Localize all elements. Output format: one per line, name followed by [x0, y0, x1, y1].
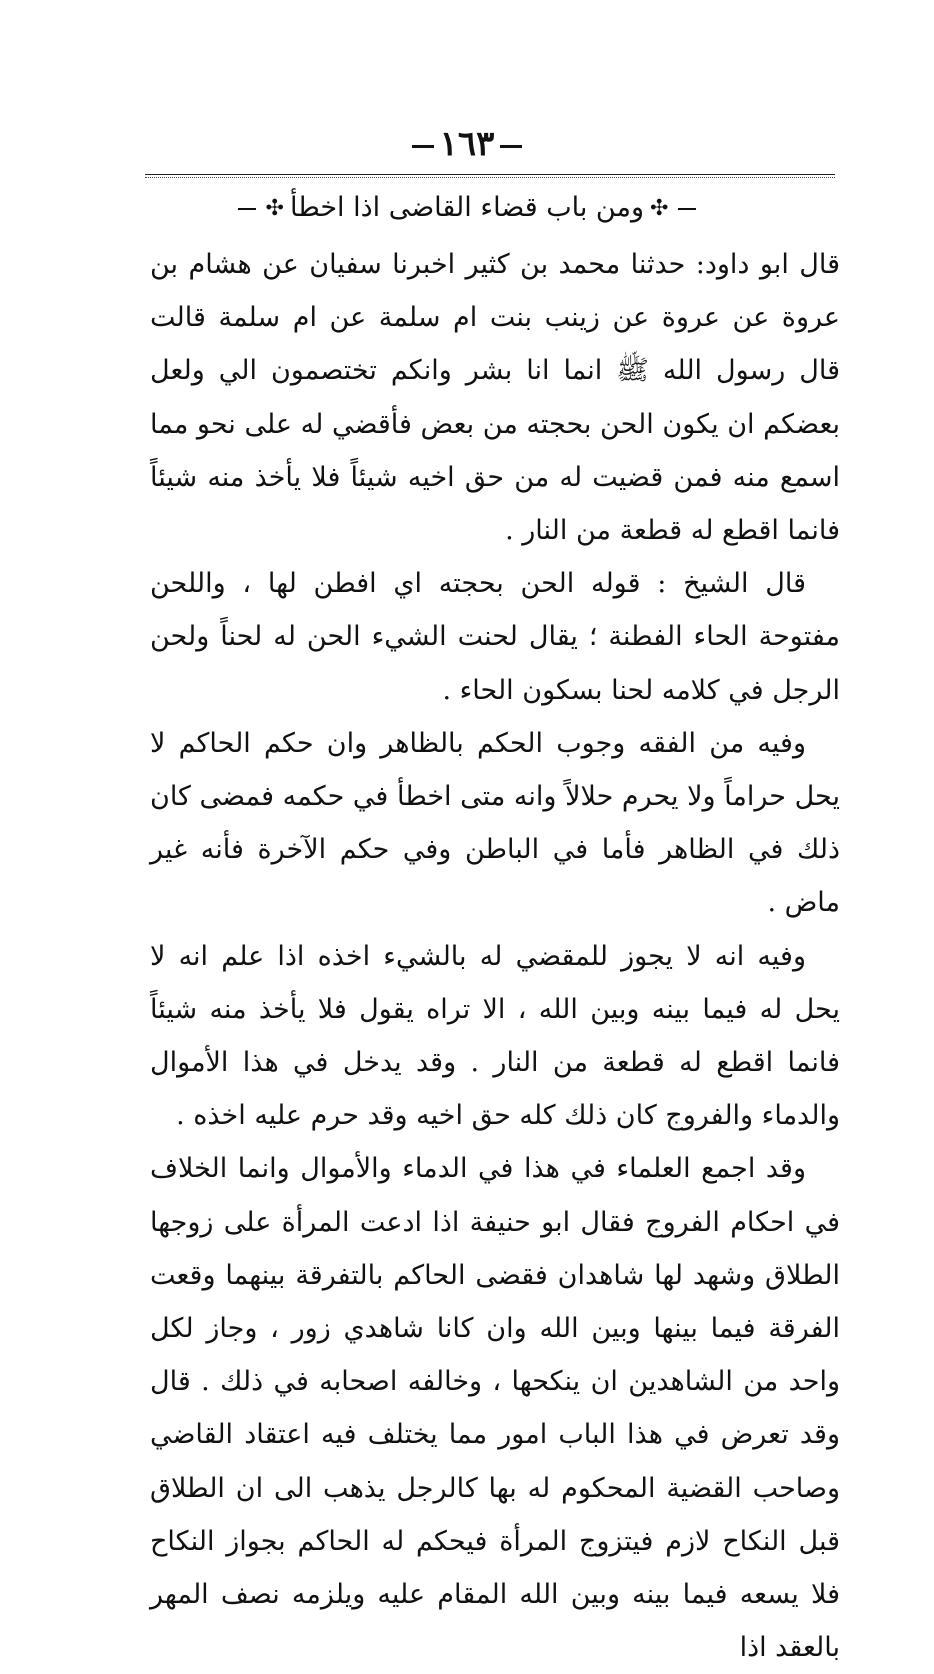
paragraph-hadith: قال ابو داود: حدثنا محمد بن كثير اخبرنا سفيان عن هشام بن عروة عن عروة عن زينب بنت ام سلمة عن ام سلمة قالت قال رسول الله ﷺ انما انا بشر وانكم تختصمون الي ولعل بعضكم ان يكون الحن بحجته من بعض فأقضي له على نحو مما اسمع منه فمن قضيت له من حق اخيه شيئاً فلا يأخذ منه شيئاً فانما اقطع له قطعة من النار .	[150, 249, 840, 547]
page-number-value: ١٦٣	[439, 124, 495, 164]
page-number	[0, 122, 934, 166]
dash-ornament	[238, 208, 256, 210]
paragraph-fiqh: وفيه من الفقه وجوب الحكم بالظاهر وان حكم الحاكم لا يحل حراماً ولا يحرم حلالاً وانه متى اخطأ في حكمه فمضى كان ذلك في الظاهر فأما في الباطن وفي حكم الآخرة فأنه غير ماض .	[150, 727, 840, 919]
ornament-icon: ✣	[650, 195, 669, 221]
header-rule	[145, 174, 835, 175]
paragraph-commentary: قال الشيخ : قوله الحن بحجته اي افطن لها ، واللحن مفتوحة الحاء الفطنة ؛ يقال لحنت الشيء الحن له لحناً ولحن الرجل في كلامه لحنا بسكون الحاء .	[150, 568, 840, 706]
dash-ornament	[500, 145, 522, 148]
chapter-heading	[150, 186, 784, 231]
ornament-icon: ✣	[265, 195, 284, 221]
dash-ornament	[678, 208, 696, 210]
dash-ornament	[412, 145, 434, 148]
header-rule-dotted	[145, 177, 835, 178]
paragraph-consensus: وقد اجمع العلماء في هذا في الدماء والأموال وانما الخلاف في احكام الفروج فقال ابو حنيفة اذا ادعت المرأة على زوجها الطلاق وشهد لها شاهدان فقضى الحاكم بالتفرقة بينهما وقعت الفرقة فيما بينها وبين الله وان كانا شاهدي زور ، وجاز لكل واحد من الشاهدين ان ينكحها ، وخالفه اصحابه في ذلك . قال وقد تعرض في هذا الباب امور مما يختلف فيه اعتقاد القاضي وصاحب القضية المحكوم له بها كالرجل يذهب الى ان الطلاق قبل النكاح لازم فيتزوج المرأة فيحكم له الحاكم بجواز النكاح فلا يسعه فيما بينه وبين الله المقام عليه ويلزمه نصف المهر بالعقد اذا	[150, 1153, 840, 1664]
paragraph-ruling: وفيه انه لا يجوز للمقضي له بالشيء اخذه اذا علم انه لا يحل له فيما بينه وبين الله ، الا تراه يقول فلا يأخذ منه شيئاً فانما اقطع له قطعة من النار . وقد يدخل في هذا الأموال والدماء والفروج كان ذلك كله حق اخيه وقد حرم عليه اخذه .	[150, 940, 840, 1132]
chapter-title: ومن باب قضاء القاضى اذا اخطأ	[289, 192, 644, 223]
body-text	[150, 238, 840, 1674]
